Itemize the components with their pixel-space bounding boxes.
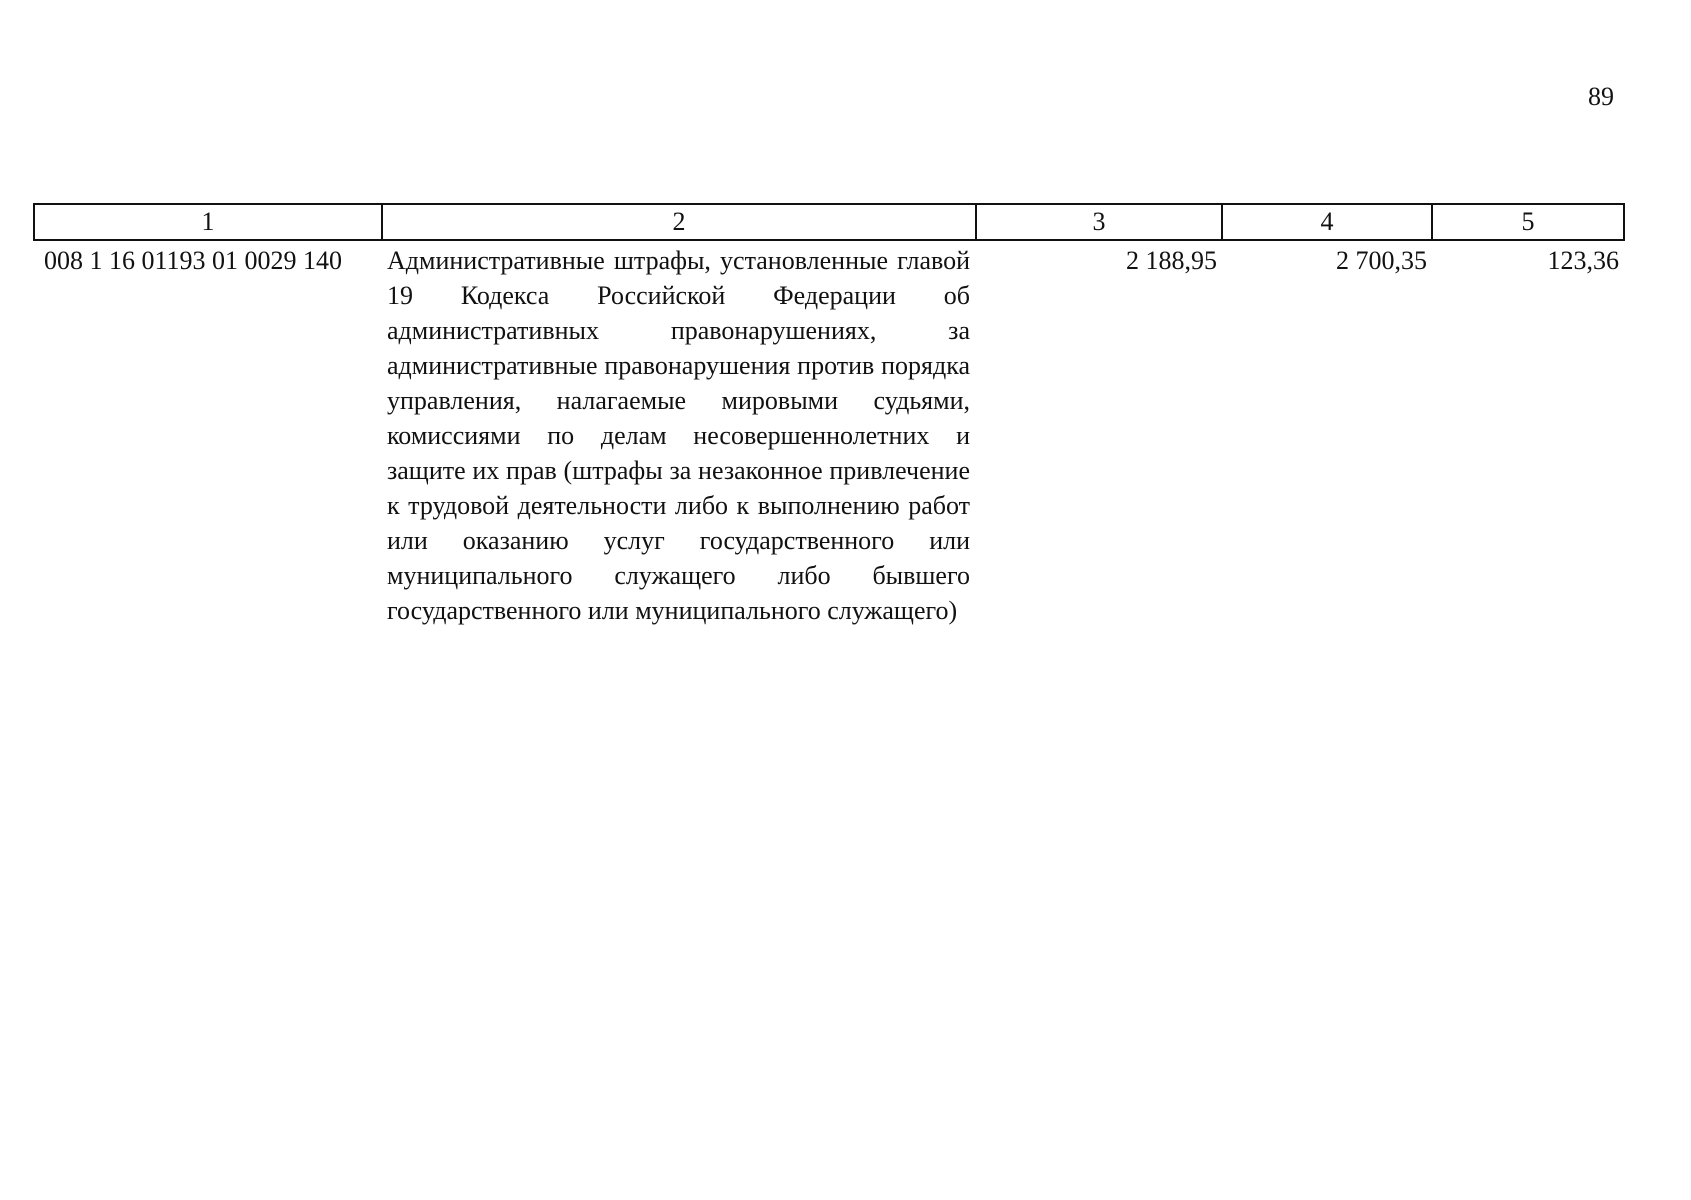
amount-cell-col5: 123,36 xyxy=(1547,246,1619,275)
description-cell: Административные штрафы, установленные главой 19 Кодекса Российской Федерации об административных правонарушениях, за административные правонарушения против порядка управления, налагаемые мировыми судьями, комиссиями по делам несовершеннолетних и защите их прав (штрафы за незаконное привлечение к трудовой деятельности либо к выполнению работ или оказанию услуг государственного или муниципального служащего либо бывшего государственного или муниципального служащего) xyxy=(387,246,970,625)
revenue-code-cell: 008 1 16 01193 01 0029 140 xyxy=(44,246,343,275)
header-row xyxy=(34,204,1624,240)
column-header-1: 1 xyxy=(34,204,382,240)
column-header-4: 4 xyxy=(1222,204,1432,240)
column-header-5: 5 xyxy=(1432,204,1624,240)
amount-cell-col4: 2 700,35 xyxy=(1336,246,1427,275)
column-header-2: 2 xyxy=(382,204,976,240)
page-number: 89 xyxy=(1588,82,1614,111)
table-header xyxy=(34,204,1624,240)
table-row xyxy=(34,240,1624,628)
budget-table xyxy=(33,203,1625,628)
amount-cell-col3: 2 188,95 xyxy=(1126,246,1217,275)
column-header-3: 3 xyxy=(976,204,1222,240)
